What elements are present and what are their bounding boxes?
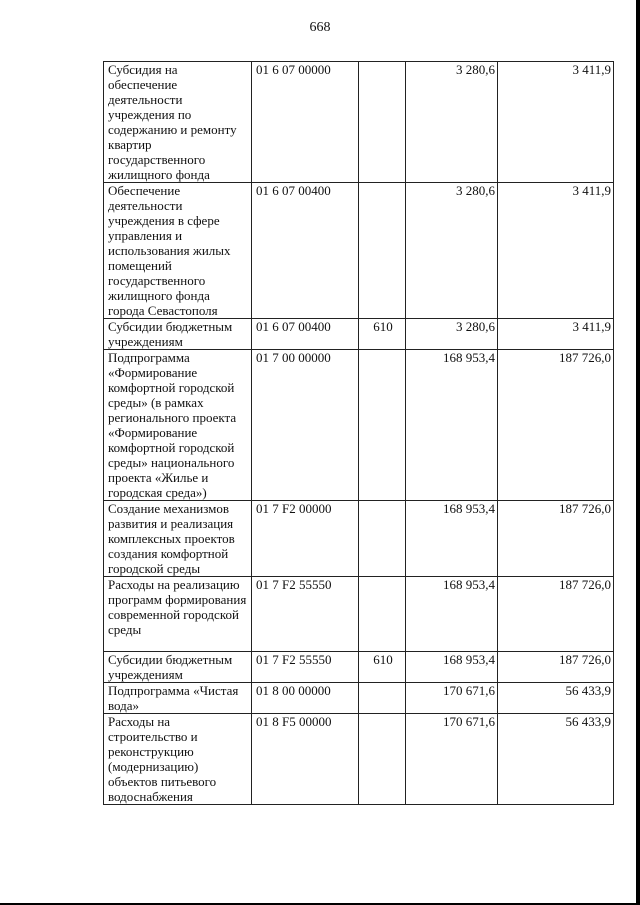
row-amount-year2-cell: 187 726,0 [498,577,614,652]
row-amount-year1-cell: 168 953,4 [406,501,498,577]
row-code-cell: 01 7 F2 55550 [252,577,359,652]
table-row [104,683,614,714]
row-code-cell: 01 7 00 00000 [252,350,359,501]
row-amount-year2-cell: 3 411,9 [498,62,614,183]
row-code-cell: 01 7 F2 55550 [252,652,359,683]
row-expense-type-cell [359,577,406,652]
row-amount-year1-cell: 168 953,4 [406,652,498,683]
row-amount-year2-cell: 3 411,9 [498,319,614,350]
table-row [104,183,614,319]
table-row [104,652,614,683]
budget-table [103,61,614,805]
row-expense-type-cell [359,350,406,501]
row-code-cell: 01 8 00 00000 [252,683,359,714]
table-row [104,501,614,577]
row-expense-type-cell [359,62,406,183]
row-amount-year2-cell: 56 433,9 [498,683,614,714]
table-row [104,319,614,350]
row-expense-type-cell [359,714,406,805]
row-amount-year1-cell: 170 671,6 [406,714,498,805]
row-amount-year1-cell: 3 280,6 [406,62,498,183]
row-amount-year2-cell: 3 411,9 [498,183,614,319]
row-expense-type-cell [359,183,406,319]
row-name-cell: Подпрограмма «Формирование комфортной городской среды» (в рамках регионального проекта «Формирование комфортной городской среды» национального проекта «Жилье и городская среда») [104,350,252,501]
row-name-cell: Субсидии бюджетным учреждениям [104,319,252,350]
row-amount-year1-cell: 3 280,6 [406,183,498,319]
table-row [104,577,614,652]
row-code-cell: 01 7 F2 00000 [252,501,359,577]
scan-edge-right [636,0,640,905]
row-name-cell: Расходы на реализацию программ формирования современной городской среды [104,577,252,652]
row-amount-year2-cell: 187 726,0 [498,652,614,683]
row-expense-type-cell: 610 [359,652,406,683]
row-amount-year2-cell: 187 726,0 [498,501,614,577]
row-amount-year1-cell: 3 280,6 [406,319,498,350]
table-row [104,350,614,501]
row-code-cell: 01 6 07 00000 [252,62,359,183]
table-row [104,714,614,805]
row-code-cell: 01 6 07 00400 [252,183,359,319]
row-name-cell: Расходы на строительство и реконструкцию (модернизацию) объектов питьевого водоснабжения [104,714,252,805]
row-amount-year1-cell: 168 953,4 [406,577,498,652]
row-amount-year2-cell: 187 726,0 [498,350,614,501]
row-code-cell: 01 8 F5 00000 [252,714,359,805]
row-expense-type-cell [359,501,406,577]
table-row [104,62,614,183]
page-number: 668 [309,20,331,35]
row-name-cell: Субсидии бюджетным учреждениям [104,652,252,683]
row-expense-type-cell: 610 [359,319,406,350]
row-code-cell: 01 6 07 00400 [252,319,359,350]
row-amount-year2-cell: 56 433,9 [498,714,614,805]
row-expense-type-cell [359,683,406,714]
row-amount-year1-cell: 168 953,4 [406,350,498,501]
row-name-cell: Субсидия на обеспечение деятельности учреждения по содержанию и ремонту квартир государственного жилищного фонда [104,62,252,183]
row-name-cell: Создание механизмов развития и реализация комплексных проектов создания комфортной городской среды [104,501,252,577]
row-name-cell: Подпрограмма «Чистая вода» [104,683,252,714]
row-amount-year1-cell: 170 671,6 [406,683,498,714]
row-name-cell: Обеспечение деятельности учреждения в сфере управления и использования жилых помещений государственного жилищного фонда города Севастополя [104,183,252,319]
